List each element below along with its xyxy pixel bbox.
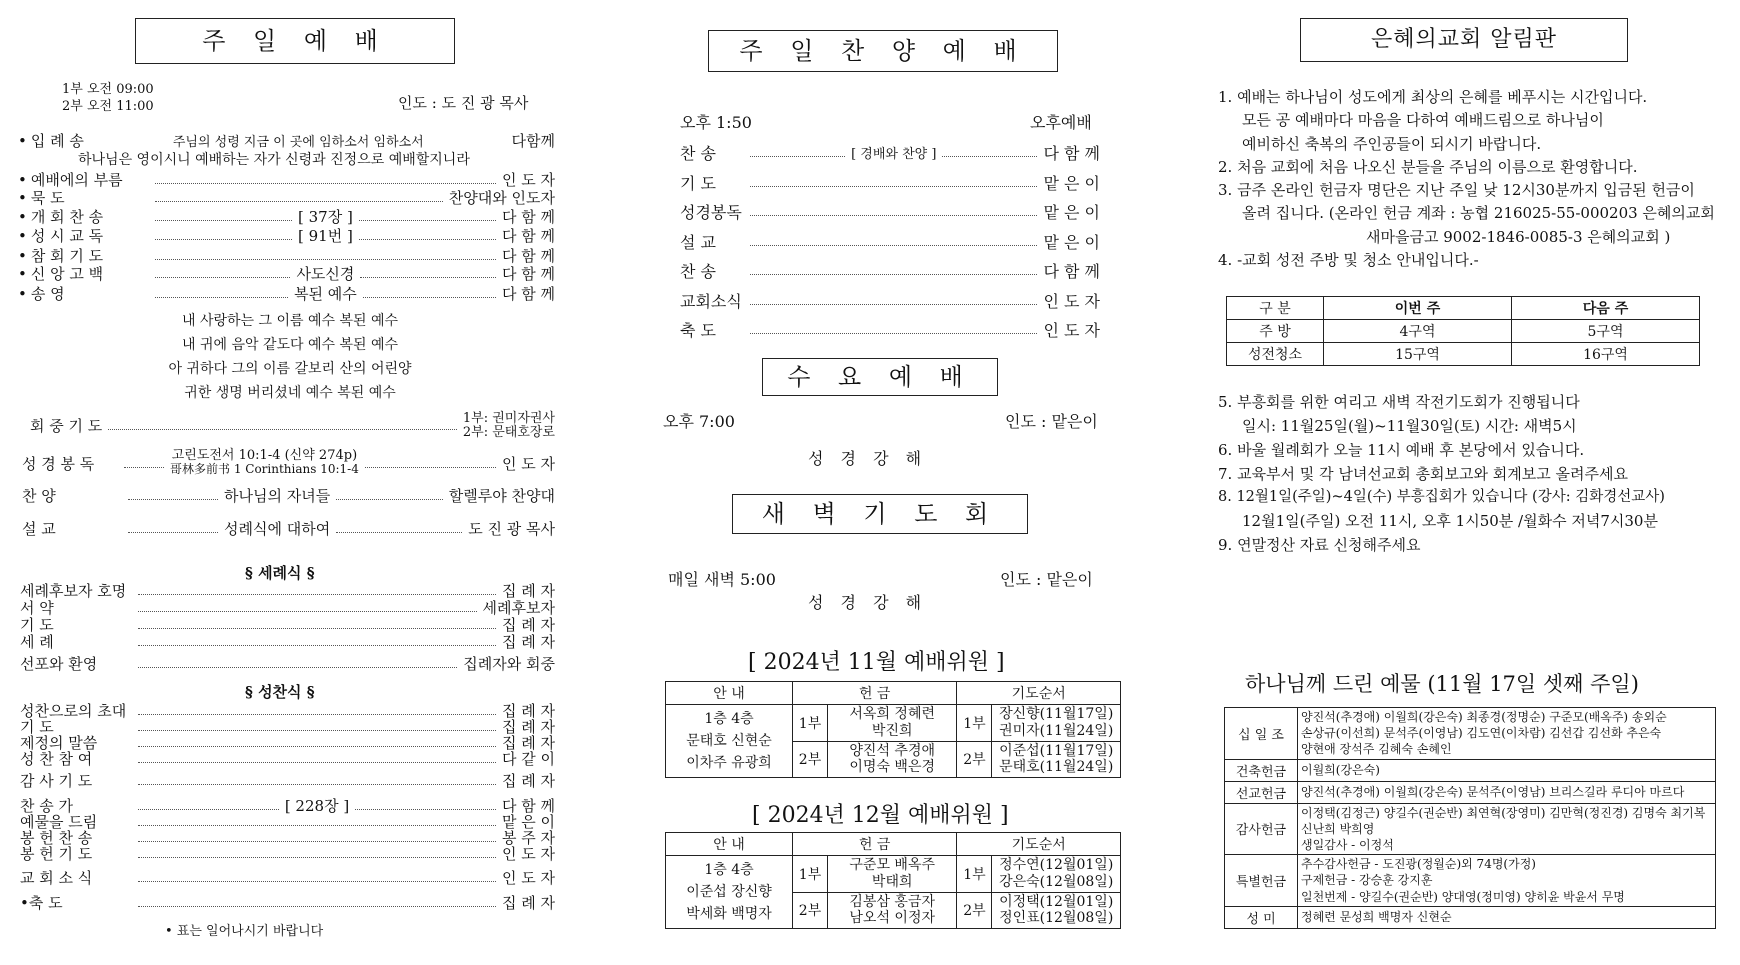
- worship-order-item: [18, 263, 555, 284]
- afternoon-order-item: [680, 289, 1100, 312]
- order-desc: [ 91번 ]: [298, 227, 353, 245]
- item-who: 집 례 자: [501, 633, 555, 651]
- dotted-leader: [138, 841, 496, 842]
- order-label: 송 영: [30, 285, 65, 303]
- clean-header: 구 분: [1227, 297, 1324, 320]
- dotted-leader: [750, 245, 1037, 246]
- item-desc: [ 경배와 찬양 ]: [851, 147, 937, 162]
- notice-line: 1. 예배는 하나님이 성도에게 최상의 은혜를 베푸시는 시간입니다.: [1218, 88, 1648, 106]
- item-label: 찬 송: [680, 144, 716, 163]
- item-label: 찬 송: [680, 262, 716, 281]
- bulletin-board-title: 은혜의교회 알림판: [1300, 18, 1628, 62]
- item-who: 인 도 자: [501, 845, 555, 863]
- offering-table: [1224, 707, 1716, 929]
- item-label: 감 사 기 도: [20, 772, 93, 790]
- item-label: 예물을 드림: [20, 813, 98, 831]
- offering-type: 성 미: [1225, 906, 1298, 928]
- clean-cell: 5구역: [1512, 320, 1700, 343]
- dotted-leader: [750, 304, 1037, 305]
- notice-line: 8. 12월1일(주일)~4일(수) 부흥집회가 있습니다 (강사: 김화경선교사): [1218, 489, 1665, 505]
- worship-order-item: [78, 149, 548, 169]
- item-label: 기 도: [20, 718, 54, 736]
- worship-order-item: [18, 187, 555, 208]
- communion-item: [20, 770, 555, 791]
- dotted-leader: [155, 239, 292, 240]
- part-label: 2부: [957, 892, 992, 929]
- offering-name-line: 이정택(김정근) 양길수(권순반) 최연혁(장영미) 김만혁(정진경) 김명숙 최기복: [1301, 805, 1706, 820]
- offering-name-line: 양현애 장석주 김혜숙 손혜인: [1301, 742, 1452, 757]
- footnote: • 표는 일어나시기 바랍니다: [165, 924, 324, 939]
- notice-line: 모든 공 예배마다 마음을 다하여 예배드림으로 하나님이: [1242, 111, 1604, 130]
- dotted-leader: [750, 333, 1037, 334]
- dotted-leader: [363, 297, 496, 298]
- offering-name-line: 추수감사헌금 - 도진광(정월순)외 74명(가정): [1301, 857, 1536, 872]
- offering-row: [1225, 759, 1716, 781]
- item-label: 봉 헌 찬 송: [20, 829, 93, 847]
- item-who: 맡 은 이: [1043, 203, 1100, 222]
- order-desc: 주님의 성령 지금 이 곳에 임하소서 임하소서: [172, 135, 424, 150]
- notice-line: 올려 집니다. (온라인 헌금 계좌 : 농협 216025-55-000203 은혜의교회: [1242, 204, 1715, 223]
- dotted-leader: [750, 186, 1037, 187]
- wednesday-service-title: 수 요 예 배: [762, 358, 998, 396]
- order-desc: 하나님은 영이시니 예배하는 자가 신령과 진정으로 예배할지니라: [78, 152, 470, 168]
- item-who: 집 례 자: [501, 734, 555, 752]
- december-committee-title: [ 2024년 12월 예배위원 ]: [752, 803, 1009, 828]
- dotted-leader: [128, 532, 218, 533]
- notice-line: 6. 바울 월례회가 오늘 11시 예배 후 본당에서 있습니다.: [1218, 441, 1585, 459]
- offering-names: [1298, 759, 1716, 781]
- dotted-leader: [128, 499, 218, 500]
- clean-header: 다음 주: [1512, 297, 1700, 320]
- dotted-leader: [138, 667, 457, 668]
- prayer-cell: 장신향(11월17일) 권미자(11월24일): [992, 705, 1121, 742]
- offering-names: [1298, 803, 1716, 855]
- afternoon-service-title: 주 일 찬 양 예 배: [708, 30, 1058, 72]
- order-desc: 복된 예수: [294, 285, 357, 303]
- prayer-label: 회 중 기 도: [30, 417, 103, 436]
- item-who: 집 례 자: [501, 582, 555, 600]
- dotted-leader: [360, 277, 496, 278]
- item-who: 세례후보자: [482, 599, 555, 617]
- baptism-item: [20, 631, 555, 652]
- item-label: 교회소식: [680, 291, 742, 311]
- offering-cell: 서옥희 정혜련 박진희: [828, 705, 957, 742]
- dotted-leader: [750, 274, 1037, 275]
- guide-cell: 1층 4층 문태호 신현순 이차주 유광희: [666, 705, 793, 778]
- item-who: 집 례 자: [501, 718, 555, 736]
- notice-line: 9. 연말정산 자료 신청해주세요: [1218, 536, 1421, 555]
- order-desc: 사도신경: [296, 265, 355, 283]
- worship-order-item: [18, 225, 555, 246]
- header-guide: 안 내: [666, 833, 793, 856]
- item-label: 선포와 환영: [20, 655, 98, 673]
- lyric-line: 내 사랑하는 그 이름 예수 복된 예수: [181, 313, 399, 329]
- item-who: 집 례 자: [501, 894, 555, 912]
- header-prayer: 기도순서: [957, 682, 1121, 705]
- bullet-icon: •: [18, 246, 27, 265]
- dotted-leader: [138, 762, 496, 763]
- order-label: 묵 도: [30, 189, 65, 207]
- bullet-icon: •: [18, 226, 27, 245]
- item-who: 다 함 께: [502, 797, 556, 815]
- afternoon-order-item: [680, 171, 1100, 194]
- worship-order-item: [18, 206, 555, 227]
- communion-item: [20, 843, 555, 864]
- scripture-who: 인 도 자: [501, 454, 555, 473]
- dotted-leader: [336, 499, 443, 500]
- item-label: 설 교: [680, 232, 716, 252]
- item-label: 축 도: [680, 321, 716, 340]
- november-committee-table: [665, 681, 1121, 778]
- order-label: 개 회 찬 송: [30, 208, 104, 226]
- dotted-leader: [138, 714, 496, 715]
- dotted-leader: [750, 156, 845, 157]
- dotted-leader: [138, 730, 496, 731]
- november-committee-title: [ 2024년 11월 예배위원 ]: [748, 650, 1005, 675]
- dotted-leader: [155, 297, 288, 298]
- offering-name-line: 구제헌금 - 강승훈 강지훈: [1301, 873, 1433, 888]
- item-label: 서 약: [20, 599, 54, 617]
- order-who: 다 함 께: [502, 227, 556, 245]
- choir-song: 하나님의 자녀들: [224, 487, 331, 505]
- choir-label: 찬 양: [22, 487, 56, 505]
- bullet-icon: •: [18, 284, 27, 303]
- choir-who: 할렐루야 찬양대: [448, 487, 555, 505]
- dotted-leader: [138, 784, 496, 785]
- dotted-leader: [138, 594, 496, 595]
- item-label: 찬 송 가: [20, 797, 74, 815]
- prayer-who: 1부: 권미자권사 2부: 문태호장로: [462, 411, 555, 440]
- offering-names: [1298, 855, 1716, 907]
- order-who: 인 도 자: [501, 171, 555, 189]
- item-label: 기 도: [680, 173, 716, 193]
- dotted-leader: [942, 156, 1037, 157]
- afternoon-order-item: [680, 230, 1100, 253]
- offering-name-line: 일천번제 - 양길수(권순반) 양대영(정미영) 양히윤 박윤서 무명: [1301, 889, 1625, 904]
- offering-type: 십 일 조: [1225, 708, 1298, 760]
- item-who: 인 도 자: [1043, 291, 1100, 311]
- afternoon-order-item: [680, 318, 1100, 341]
- notice-line: 5. 부흥회를 위한 여리고 새벽 작전기도회가 진행됩니다: [1218, 393, 1580, 411]
- order-who: 다 함 께: [501, 265, 555, 283]
- item-who: 인 도 자: [1043, 321, 1100, 340]
- dotted-leader: [365, 467, 496, 468]
- item-label: 교 회 소 식: [20, 869, 93, 887]
- dotted-leader: [359, 220, 496, 221]
- order-label: 성 시 교 독: [30, 227, 104, 245]
- order-desc: [ 37장 ]: [298, 208, 353, 226]
- offering-names: [1298, 708, 1716, 760]
- notice-line: 예비하신 축복의 주인공들이 되시기 바랍니다.: [1242, 134, 1542, 153]
- order-label: 참 회 기 도: [30, 247, 104, 265]
- dotted-leader: [138, 825, 496, 826]
- item-label: •축 도: [20, 894, 63, 912]
- communion-item: [20, 892, 555, 913]
- dotted-leader: [138, 746, 496, 747]
- offering-name-line: 양진석(추경애) 이월희(강은숙) 최종경(정명순) 구준모(배옥주) 송외순: [1301, 710, 1667, 724]
- order-who: 다 함 께: [501, 247, 555, 265]
- afternoon-order-item: [680, 141, 1100, 164]
- item-who: 집례자와 회중: [463, 655, 555, 673]
- notice-line: 새마을금고 9002-1846-0085-3 은혜의교회 ): [1366, 227, 1671, 246]
- guide-cell: 1층 4층 이준섭 장신향 박세화 백명자: [666, 856, 793, 929]
- clean-cell: 15구역: [1324, 343, 1512, 366]
- scripture-reference: 고린도전서 10:1-4 (신약 274p) 哥林多前书 1 Corinthians 10:1-4: [170, 448, 359, 477]
- dotted-leader: [155, 220, 292, 221]
- dotted-leader: [138, 611, 477, 612]
- item-label: 제정의 말씀: [20, 734, 98, 752]
- item-desc: [ 228장 ]: [284, 797, 350, 815]
- notice-line: 일시: 11월25일(월)~11월30일(토) 시간: 새벽5시: [1242, 417, 1577, 435]
- baptism-item: [20, 653, 555, 674]
- prayer-cell: 정수연(12월01일) 강은숙(12월08일): [992, 856, 1121, 893]
- item-label: 성찬으로의 초대: [20, 702, 127, 720]
- dotted-leader: [138, 857, 496, 858]
- worship-order-item: [18, 130, 555, 151]
- item-who: 다 같 이: [501, 750, 555, 768]
- dawn-leader: 인도 : 맡은이: [1000, 570, 1093, 589]
- bullet-icon: •: [18, 170, 27, 189]
- congregational-prayer-row: [30, 412, 555, 439]
- header-offering: 헌 금: [793, 682, 957, 705]
- worship-order-item: [18, 283, 555, 304]
- part-label: 2부: [793, 892, 828, 929]
- order-label: 입 례 송: [30, 132, 84, 150]
- dotted-leader: [155, 183, 496, 184]
- order-who: 찬양대와 인도자: [448, 189, 555, 207]
- part-label: 1부: [957, 705, 992, 742]
- item-label: 세 례: [20, 633, 54, 651]
- dotted-leader: [155, 201, 443, 202]
- part-label: 2부: [793, 741, 828, 778]
- baptism-title: § 세례식 §: [245, 564, 315, 582]
- afternoon-order-item: [680, 200, 1100, 223]
- clean-cell: 16구역: [1512, 343, 1700, 366]
- offering-row: [1225, 906, 1716, 928]
- offering-name-line: 생일감사 - 이정석: [1301, 837, 1394, 852]
- dotted-leader: [124, 467, 164, 468]
- bullet-icon: •: [18, 264, 27, 283]
- service-leader: 인도 : 도 진 광 목사: [398, 94, 529, 112]
- part-label: 2부: [957, 741, 992, 778]
- item-who: 집 례 자: [501, 772, 555, 790]
- lyric-line: 아 귀하다 그의 이름 갈보리 산의 어린양: [168, 361, 412, 377]
- prayer-cell: 이준섭(11월17일) 문태호(11월24일): [992, 741, 1121, 778]
- offering-names: [1298, 781, 1716, 803]
- dotted-leader: [138, 628, 496, 629]
- dawn-content: 성 경 강 해: [808, 593, 928, 612]
- item-who: 다 함 께: [1043, 144, 1101, 163]
- afternoon-order-item: [680, 259, 1100, 282]
- dotted-leader: [155, 277, 291, 278]
- part-label: 1부: [793, 856, 828, 893]
- offering-cell: 구준모 배옥주 박태희: [828, 856, 957, 893]
- notice-line: 7. 교육부서 및 각 남녀선교회 총회보고와 회계보고 올려주세요: [1218, 465, 1628, 483]
- bullet-icon: •: [18, 207, 27, 226]
- notice-line: 4. -교회 성전 주방 및 청소 안내입니다.-: [1218, 250, 1479, 269]
- dotted-leader: [108, 429, 457, 430]
- clean-header: 이번 주: [1324, 297, 1512, 320]
- sermon-title: 성례식에 대하여: [224, 520, 331, 538]
- clean-cell: 성전청소: [1227, 343, 1324, 366]
- december-committee-table: [665, 832, 1121, 929]
- cleaning-schedule-table: [1226, 296, 1700, 366]
- dawn-time: 매일 새벽 5:00: [668, 570, 776, 589]
- offering-type: 선교헌금: [1225, 781, 1298, 803]
- dotted-leader: [138, 809, 279, 810]
- dawn-prayer-title: 새 벽 기 도 회: [732, 494, 1028, 534]
- item-label: 세례후보자 호명: [20, 582, 127, 600]
- sermon-label: 설 교: [22, 520, 56, 538]
- notice-line: 2. 처음 교회에 처음 나오신 분들을 주님의 이름으로 환영합니다.: [1218, 157, 1638, 176]
- item-who: 맡 은 이: [1043, 173, 1100, 193]
- notices-part-a: [1218, 86, 1715, 272]
- offering-name-line: 이월희(강은숙): [1301, 762, 1380, 777]
- dotted-leader: [155, 259, 496, 260]
- dotted-leader: [359, 239, 496, 240]
- offering-name-line: 정혜련 문성희 백명자 신현순: [1301, 910, 1452, 925]
- offering-type: 건축헌금: [1225, 759, 1298, 781]
- sunday-service-title: 주 일 예 배: [135, 18, 455, 64]
- notice-line: 3. 금주 온라인 헌금자 명단은 지난 주일 낮 12시30분까지 입금된 헌금이: [1218, 181, 1695, 199]
- dotted-leader: [336, 532, 462, 533]
- offering-row: [1225, 803, 1716, 855]
- wednesday-leader: 인도 : 맡은이: [1005, 412, 1098, 431]
- item-who: 집 례 자: [501, 702, 555, 720]
- dotted-leader: [355, 809, 496, 810]
- notices-part-b: [1218, 390, 1665, 557]
- offering-name-line: 양진석(추경애) 이월희(강은숙) 문석주(이영남) 브리스길라 루디아 마르다: [1301, 784, 1685, 799]
- offering-name-line: 신난희 박희영: [1301, 821, 1375, 836]
- item-label: 성 찬 참 여: [20, 750, 93, 768]
- afternoon-time: 오후 1:50: [680, 113, 752, 132]
- offering-cell: 김봉삼 홍금자 남오석 이정자: [828, 892, 957, 929]
- offering-row: [1225, 855, 1716, 907]
- clean-cell: 주 방: [1227, 320, 1324, 343]
- offering-row: [1225, 781, 1716, 803]
- offering-title: 하나님께 드린 예물 (11월 17일 셋째 주일): [1245, 672, 1639, 696]
- service-time-2: 2부 오전 11:00: [62, 99, 154, 114]
- communion-item: [20, 748, 555, 769]
- dotted-leader: [138, 881, 496, 882]
- item-label: 봉 헌 기 도: [20, 845, 93, 863]
- wednesday-time: 오후 7:00: [663, 412, 735, 431]
- choir-row: [22, 485, 555, 506]
- dotted-leader: [750, 215, 1037, 216]
- item-who: 집 례 자: [501, 616, 555, 634]
- clean-cell: 4구역: [1324, 320, 1512, 343]
- scripture-label: 성 경 봉 독: [22, 454, 95, 473]
- header-guide: 안 내: [666, 682, 793, 705]
- order-label: 신 앙 고 백: [30, 265, 104, 283]
- lyric-line: 귀한 생명 버리셨네 예수 복된 예수: [184, 385, 396, 401]
- offering-name-line: 손상규(이선희) 문석주(이영남) 김도연(이차람) 김선갑 김선화 추은숙: [1301, 726, 1662, 741]
- prayer-cell: 이정택(12월01일) 정인표(12월08일): [992, 892, 1121, 929]
- offering-names: [1298, 906, 1716, 928]
- lyric-line: 내 귀에 음악 같도다 예수 복된 예수: [181, 337, 399, 353]
- header-offering: 헌 금: [793, 833, 957, 856]
- communion-item: [20, 867, 555, 888]
- item-label: 기 도: [20, 616, 54, 634]
- item-who: 인 도 자: [501, 869, 555, 887]
- item-label: 성경봉독: [680, 203, 742, 222]
- order-who: 다 함 께: [502, 208, 556, 226]
- offering-cell: 양진석 추경애 이명숙 백은경: [828, 741, 957, 778]
- offering-row: [1225, 708, 1716, 760]
- item-who: 봉 주 자: [501, 829, 555, 847]
- order-who: 다 함 께: [502, 285, 556, 303]
- notice-line: 12월1일(주일) 오전 11시, 오후 1시50분 /월화수 저녁7시30분: [1242, 512, 1658, 531]
- order-who: 다함께: [511, 132, 555, 150]
- bullet-icon: •: [18, 131, 27, 150]
- service-time-1: 1부 오전 09:00: [62, 82, 154, 97]
- bullet-icon: •: [18, 188, 27, 207]
- item-who: 맡 은 이: [1043, 232, 1100, 252]
- part-label: 1부: [793, 705, 828, 742]
- offering-type: 감사헌금: [1225, 803, 1298, 855]
- header-prayer: 기도순서: [957, 833, 1121, 856]
- part-label: 1부: [957, 856, 992, 893]
- scripture-reading-row: [22, 449, 555, 478]
- afternoon-type: 오후예배: [1030, 113, 1092, 132]
- communion-title: § 성찬식 §: [245, 683, 315, 701]
- item-who: 다 함 께: [1043, 262, 1100, 281]
- dotted-leader: [138, 906, 496, 907]
- order-label: 예배에의 부름: [30, 171, 123, 189]
- wednesday-content: 성 경 강 해: [808, 449, 928, 468]
- item-who: 맡 은 이: [501, 813, 555, 831]
- sermon-who: 도 진 광 목사: [468, 520, 555, 538]
- dotted-leader: [138, 645, 496, 646]
- offering-type: 특별헌금: [1225, 855, 1298, 907]
- sermon-row: [22, 518, 555, 539]
